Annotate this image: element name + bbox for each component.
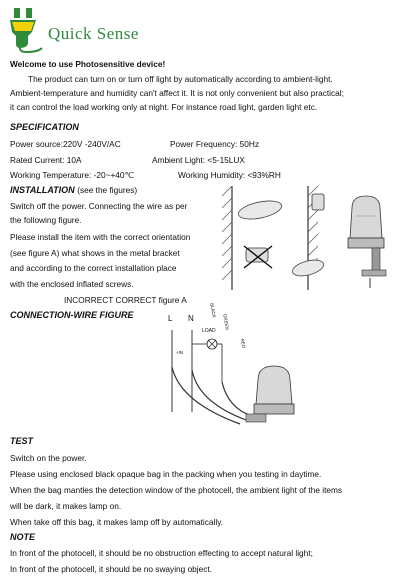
spec-ambient-light: Ambient Light: <5-15LUX <box>152 155 245 165</box>
wiring-heading: CONNECTION-WIRE FIGURE <box>10 310 134 320</box>
spec-working-humidity: Working Humidity: <93%RH <box>178 170 281 180</box>
wire-label-l: L <box>168 314 173 323</box>
bulb-plug-icon <box>6 4 46 54</box>
intro-line-1: The product can turn on or turn off light by automatically according to ambient-light. <box>28 74 333 84</box>
test-line-1: Switch on the power. <box>10 453 87 463</box>
wire-label-red: RED <box>239 338 247 349</box>
installation-line-5: and according to the correct installation place <box>10 263 177 273</box>
welcome-heading: Welcome to use Photosensitive device! <box>10 59 166 69</box>
installation-title: INSTALLATION <box>10 185 75 195</box>
test-line-4: will be dark, it makes lamp on. <box>10 501 122 511</box>
intro-line-3: it can control the load working only at night. For instance road light, garden light etc. <box>10 102 318 112</box>
installation-line-6: with the enclosed inflated screws. <box>10 279 134 289</box>
test-heading: TEST <box>10 436 34 446</box>
installation-line-3: Please install the item with the correct orientation <box>10 232 191 242</box>
wire-label-load: LOAD <box>202 328 216 334</box>
spec-power-frequency: Power Frequency: 50Hz <box>170 139 260 149</box>
intro-line-2: Ambient-temperature and humidity can't affect it. It is not only convenient but also practical; <box>10 88 344 98</box>
test-line-3: When the bag mantles the detection window of the photocell, the ambient light of the items <box>10 485 343 495</box>
installation-subtitle: (see the figures) <box>77 185 138 195</box>
note-line-1: In front of the photocell, it should be no obstruction effecting to accept natural light; <box>10 548 313 558</box>
spec-heading: SPECIFICATION <box>10 122 79 132</box>
installation-line-2: the following figure. <box>10 215 82 225</box>
spec-power-source: Power source:220V -240V/AC <box>10 139 121 149</box>
test-line-2: Please using enclosed black opaque bag in the packing when you testing in daytime. <box>10 469 322 479</box>
wire-label-n: N <box>188 314 194 323</box>
wire-label-black: BLACK <box>209 302 217 319</box>
brand-logo <box>6 4 156 54</box>
wire-label-green: GREEN <box>222 313 230 331</box>
wiring-diagram <box>150 302 310 440</box>
brand-name: Quick Sense <box>48 24 139 43</box>
note-line-2: In front of the photocell, it should be no swaying object. <box>10 564 213 574</box>
installation-line-1: Switch off the power. Connecting the wire as per <box>10 201 188 211</box>
note-heading: NOTE <box>10 532 36 542</box>
installation-line-4: (see figure A) what shows in the metal bracket <box>10 248 180 258</box>
test-line-5: When take off this bag, it makes lamp off by automatically. <box>10 517 224 527</box>
spec-rated-current: Rated Current: 10A <box>10 155 82 165</box>
wire-label-in: +IN <box>176 350 184 355</box>
figure-a-caption: INCORRECT CORRECT figure A <box>64 295 187 305</box>
figure-a-mounting <box>222 186 398 292</box>
spec-working-temperature: Working Temperature: -20~+40℃ <box>10 170 134 180</box>
